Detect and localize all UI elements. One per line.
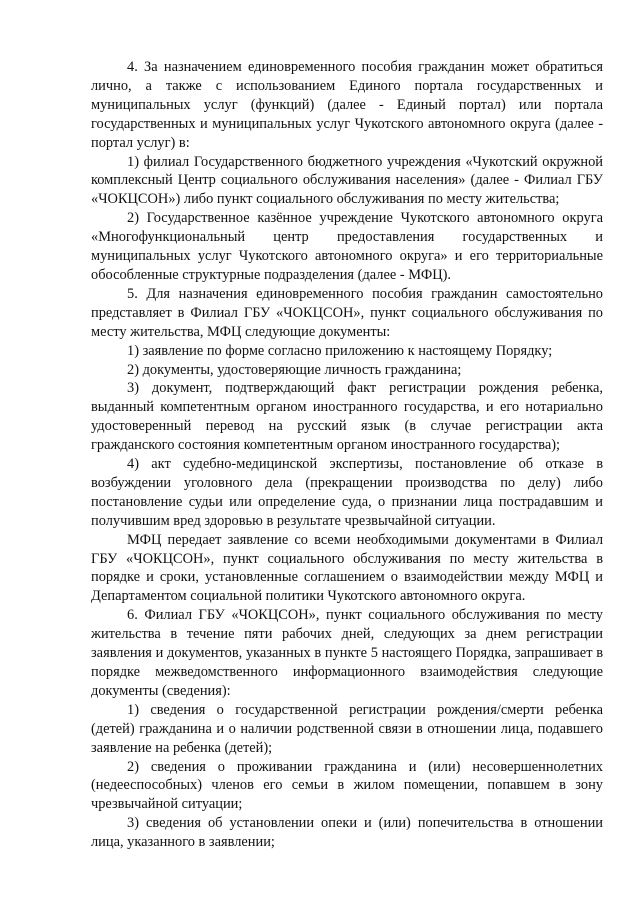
- document-page: [91, 58, 603, 852]
- paragraph-item-5-intro: 5. Для назначения единовременного пособия гражданин самостоятельно представляет в Филиал ГБУ «ЧОКЦСОН», пункт социального обслуживания по месту жительства, МФЦ следующие документы:: [91, 285, 603, 340]
- paragraph-item-4-intro: 4. За назначением единовременного пособия гражданин может обратиться лично, а также с использованием Единого портала государственных и муниципальных услуг (функций) (далее - Единый портал) или портала государственных и муниципальных услуг Чукотского автономного округа (далее - портал услуг) в:: [91, 59, 603, 151]
- paragraph-item-6-1: 1) сведения о государственной регистрации рождения/смерти ребенка (детей) гражданина и о наличии родственной связи в отношении лица, подавшего заявление на ребенка (детей);: [91, 701, 603, 756]
- paragraph-item-5-4: 4) акт судебно-медицинской экспертизы, постановление об отказе в возбуждении уголовного дела (прекращении производства по делу) либо постановление судьи или определение суда, о признании лица пострадавшим и получившим вред здоровью в результате чрезвычайной ситуации.: [91, 456, 603, 529]
- paragraph-item-5-1: 1) заявление по форме согласно приложению к настоящему Порядку;: [127, 342, 553, 359]
- paragraph-mfc-transfer: МФЦ передает заявление со всеми необходимыми документами в Филиал ГБУ «ЧОКЦСОН», пункт социального обслуживания по месту жительства в порядке и сроки, установленные соглашением о взаимодействии между МФЦ и Департаментом социальной политики Чукотского автономного округа.: [91, 531, 603, 605]
- paragraph-item-5-2: 2) документы, удостоверяющие личность гражданина;: [127, 361, 462, 378]
- paragraph-item-6-intro: 6. Филиал ГБУ «ЧОКЦСОН», пункт социального обслуживания по месту жительства в течение пяти рабочих дней, следующих за днем регистрации заявления и документов, указанных в пункте 5 настоящего Порядка, запрашивает в порядке межведомственного информационного взаимодействия следующие документы (сведения):: [91, 607, 603, 699]
- paragraph-item-4-2: 2) Государственное казённое учреждение Чукотского автономного округа «Многофункциональный центр предоставления государственных и муниципальных услуг Чукотского автономного округа» и его территориальные обособленные структурные подразделения (далее - МФЦ).: [91, 210, 603, 283]
- paragraph-item-6-2: 2) сведения о проживании гражданина и (или) несовершеннолетних (недееспособных) членов его семьи в жилом помещении, попавшем в зону чрезвычайной ситуации;: [91, 758, 603, 813]
- paragraph-item-5-3: 3) документ, подтверждающий факт регистрации рождения ребенка, выданный компетентным органом иностранного государства, и его нотариально удостоверенный перевод на русский язык (в случае регистрации акта гражданского состояния компетентным органом иностранного государства);: [91, 380, 603, 454]
- paragraph-item-4-1: 1) филиал Государственного бюджетного учреждения «Чукотский окружной комплексный Центр социального обслуживания населения» (далее - Филиал ГБУ «ЧОКЦСОН») либо пункт социального обслуживания по месту жительства;: [91, 153, 603, 208]
- paragraph-item-6-3: 3) сведения об установлении опеки и (или) попечительства в отношении лица, указанного в заявлении;: [91, 815, 603, 851]
